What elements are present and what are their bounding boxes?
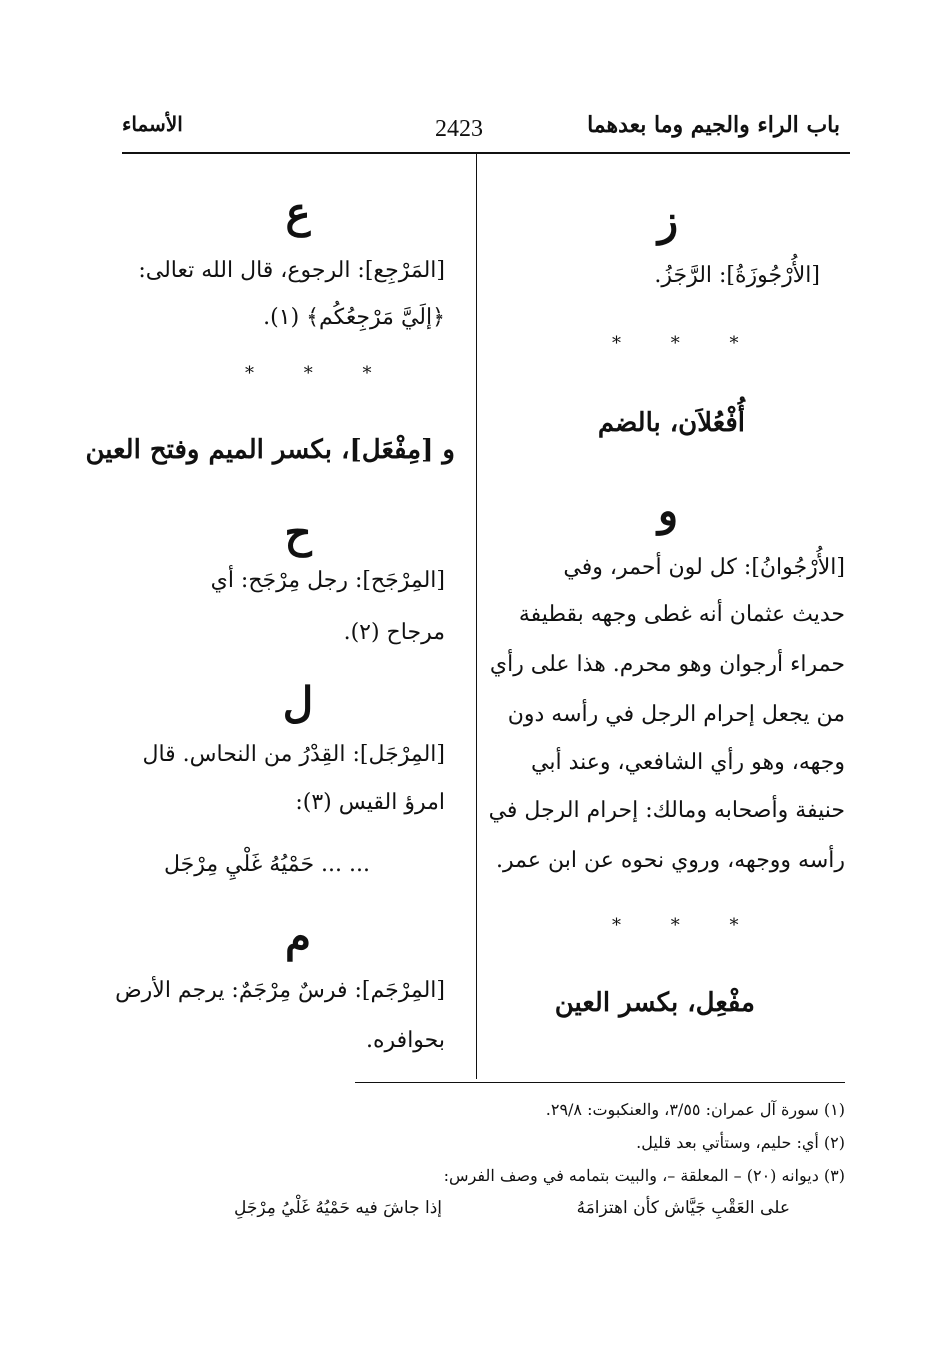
mirjam-line-1: [المِرْجَم]: فرسٌ مِرْجَمٌ: يرجم الأرض (115, 978, 445, 1003)
mirjah-line-1: [المِرْجَح]: رجل مِرْجَح: أي (210, 568, 445, 593)
marji-line-1: [المَرْجِع]: الرجوع، قال الله تعالى: (138, 258, 445, 283)
urjuwan-line-6: حنيفة وأصحابه ومالك: إحرام الرجل في (488, 798, 845, 823)
separator-stars-left: * * * (245, 363, 394, 384)
footnote-2: (٢) أي: حليم، وستأتي بعد قليل. (636, 1133, 845, 1152)
urjuwan-line-5: وجهه، وهو رأي الشافعي، وعند أبي (531, 750, 845, 775)
mirjal-line-2: امرؤ القيس (٣): (295, 790, 445, 815)
footnote-verse-first-hemistich: على العَقْبِ جَيَّاش كأن اهتزامَهُ (576, 1198, 790, 1218)
section-letter-waw: و (657, 486, 679, 535)
footnote-verse-second-hemistich: إذا جاشَ فيه حَمْيُهُ غَلْيُ مِرْجَلِ (234, 1198, 442, 1218)
section-letter-zay: ز (657, 196, 679, 245)
mirjal-line-1: [المِرْجَل]: القِدْرُ من النحاس. قال (142, 742, 445, 767)
entry-urjuza: [الأُرْجُوزَةُ]: الرَّجَزُ. (654, 263, 820, 288)
heading-ufulan: أُفْعُلاَن، بالضم (597, 408, 745, 438)
section-letter-mim: م (284, 912, 311, 961)
mirjah-line-2: مرجاح (٢). (343, 620, 445, 645)
urjuwan-line-7: رأسه ووجهه، وروي نحوه عن ابن عمر. (496, 848, 845, 873)
urjuwan-line-1: [الأُرْجُوانُ]: كل لون أحمر، وفي (563, 555, 845, 580)
footnote-rule (355, 1082, 845, 1083)
separator-stars-right-2: * * * (612, 915, 761, 936)
mirjal-verse: ... ... حَمْيُهُ غَلْيِ مِرْجَل (164, 852, 370, 877)
section-letter-ha: ح (284, 508, 312, 557)
footnote-1: (١) سورة آل عمران: ٣/٥٥، والعنكبوت: ٢٩/٨. (545, 1100, 845, 1119)
separator-stars-right-1: * * * (612, 333, 761, 354)
heading-mifal: و [مِفْعَل]، بكسر الميم وفتح العين (85, 435, 455, 465)
section-letter-ayn: ع (285, 188, 311, 237)
header-rule (122, 152, 850, 154)
mirjam-line-2: بحوافره. (366, 1028, 445, 1053)
urjuwan-line-3: حمراء أرجوان وهو محرم. هذا على رأي (489, 652, 845, 677)
urjuwan-line-2: حديث عثمان أنه غطى وجهه بقطيفة (518, 602, 845, 627)
urjuwan-line-4: من يجعل إحرام الرجل في رأسه دون (507, 702, 845, 727)
section-letter-lam: ل (282, 678, 314, 727)
running-header-left: الأسماء (122, 112, 183, 136)
page-number: 2423 (435, 116, 483, 142)
heading-mafil: مفْعِل، بكسر العين (554, 988, 755, 1018)
marji-line-2: ﴿إلَيَّ مَرْجِعُكُم﴾ (١). (263, 305, 445, 330)
footnote-3: (٣) ديوانه (٢٠) – المعلقة –، والبيت بتمامه في وصف الفرس: (443, 1166, 845, 1185)
column-divider (476, 154, 477, 1079)
running-header-right: باب الراء والجيم وما بعدهما (587, 112, 840, 138)
